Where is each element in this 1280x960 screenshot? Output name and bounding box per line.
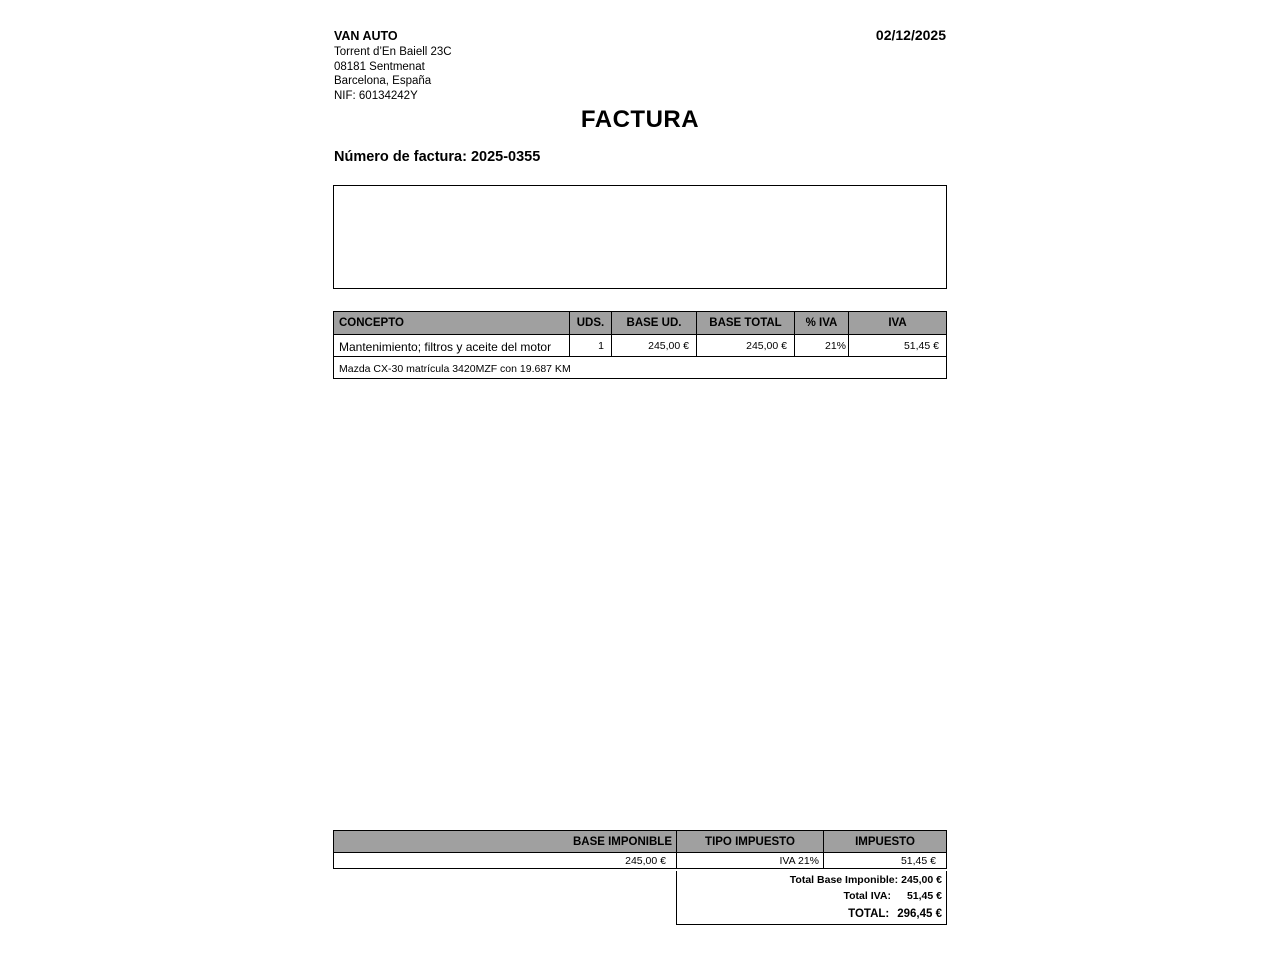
invoice-date: 02/12/2025: [875, 27, 946, 43]
item-description-row: [334, 357, 947, 379]
item-concept: Mantenimiento; filtros y aceite del motor: [334, 335, 570, 357]
column-header-vat: IVA: [849, 312, 947, 335]
total-base-label: Total Base Imponible:: [789, 874, 899, 886]
column-header-tax-type: TIPO IMPUESTO: [677, 831, 824, 853]
item-units: 1: [570, 335, 612, 357]
total-vat-value: 51,45 €: [906, 890, 942, 902]
company-tax-id: NIF: 60134242Y: [334, 90, 418, 102]
total-vat-row: [844, 890, 943, 902]
column-header-concept: CONCEPTO: [334, 312, 570, 335]
item-total-base: 245,00 €: [697, 335, 795, 357]
total-vat-label: Total IVA:: [843, 890, 891, 902]
item-vat: 51,45 €: [849, 335, 947, 357]
item-description: Mazda CX-30 matrícula 3420MZF con 19.687 KM: [334, 357, 947, 379]
table-row: [334, 335, 947, 357]
company-name: VAN AUTO: [334, 29, 398, 43]
invoice-number: Número de factura: 2025-0355: [334, 149, 541, 165]
summary-taxable-base: 245,00 €: [334, 853, 677, 869]
grand-total-label: TOTAL:: [848, 908, 890, 920]
item-unit-base: 245,00 €: [612, 335, 697, 357]
company-region: Barcelona, España: [334, 75, 432, 87]
items-table: [333, 311, 947, 379]
total-base-value: 245,00 €: [901, 874, 942, 886]
grand-total-row: [848, 908, 942, 920]
company-postal-city: 08181 Sentmenat: [334, 61, 425, 73]
summary-tax-type: IVA 21%: [677, 853, 824, 869]
column-header-vat-percent: % IVA: [795, 312, 849, 335]
company-street: Torrent d’En Baiell 23C: [334, 46, 452, 58]
column-header-unit-base: BASE UD.: [612, 312, 697, 335]
totals-box: [676, 871, 947, 925]
summary-header-row: [334, 831, 947, 853]
tax-summary-table: [333, 830, 947, 869]
grand-total-value: 296,45 €: [897, 908, 942, 920]
items-header-row: [334, 312, 947, 335]
table-row: [334, 853, 947, 869]
client-details-box: [333, 185, 947, 289]
summary-tax-amount: 51,45 €: [824, 853, 947, 869]
column-header-total-base: BASE TOTAL: [697, 312, 795, 335]
document-title: FACTURA: [580, 106, 700, 133]
column-header-taxable-base: BASE IMPONIBLE: [334, 831, 677, 853]
column-header-tax-amount: IMPUESTO: [824, 831, 947, 853]
total-base-row: [790, 874, 942, 886]
column-header-units: UDS.: [570, 312, 612, 335]
item-vat-percent: 21%: [795, 335, 849, 357]
